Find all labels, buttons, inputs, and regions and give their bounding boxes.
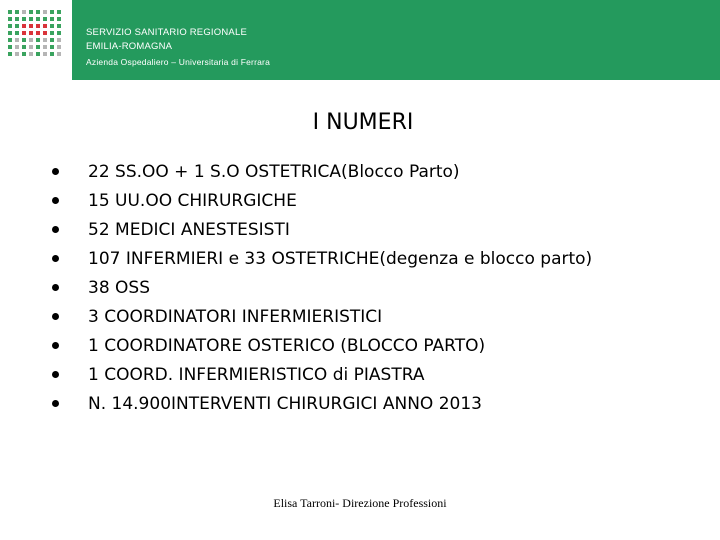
list-item xyxy=(52,160,648,184)
logo-dot xyxy=(22,31,26,35)
logo-dot xyxy=(50,45,54,49)
logo-dot xyxy=(36,24,40,28)
logo-dot xyxy=(36,38,40,42)
logo-dot xyxy=(29,17,33,21)
logo-dot xyxy=(15,17,19,21)
logo-dot xyxy=(15,31,19,35)
list-item-text: N. 14.900INTERVENTI CHIRURGICI ANNO 2013 xyxy=(88,394,482,414)
logo-dot xyxy=(8,10,12,14)
regional-logo xyxy=(0,0,72,80)
list-item-text: 107 INFERMIERI e 33 OSTETRICHE(degenza e blocco parto) xyxy=(88,249,593,269)
logo-dot xyxy=(15,45,19,49)
logo-dot xyxy=(43,38,47,42)
logo-dot xyxy=(8,45,12,49)
list-item-text: 1 COORDINATORE OSTERICO (BLOCCO PARTO) xyxy=(88,336,486,356)
logo-dot xyxy=(50,24,54,28)
logo-dot xyxy=(8,52,12,56)
logo-dot xyxy=(36,17,40,21)
bullet-icon xyxy=(52,371,59,378)
logo-dot xyxy=(29,10,33,14)
logo-dot xyxy=(50,52,54,56)
bullet-icon xyxy=(52,400,59,407)
header-line-hospital: Azienda Ospedaliero – Universitaria di Ferrara xyxy=(86,57,271,67)
logo-dot xyxy=(29,31,33,35)
logo-dot xyxy=(36,31,40,35)
list-item-text: 38 OSS xyxy=(88,278,150,298)
list-item-text: 1 COORD. INFERMIERISTICO di PIASTRA xyxy=(88,365,425,385)
list-item xyxy=(52,334,648,358)
list-item-text: 15 UU.OO CHIRURGICHE xyxy=(88,191,297,211)
logo-dot xyxy=(43,17,47,21)
bullet-list xyxy=(52,160,648,421)
logo-dot xyxy=(57,38,61,42)
list-item xyxy=(52,363,648,387)
logo-dot xyxy=(36,10,40,14)
logo-dot xyxy=(57,17,61,21)
bullet-icon xyxy=(52,342,59,349)
bullet-icon xyxy=(52,255,59,262)
logo-dot xyxy=(57,45,61,49)
logo-dot xyxy=(15,52,19,56)
logo-dot xyxy=(29,45,33,49)
logo-dot xyxy=(15,10,19,14)
list-item xyxy=(52,392,648,416)
list-item-text: 52 MEDICI ANESTESISTI xyxy=(88,220,290,240)
logo-dot xyxy=(50,10,54,14)
logo-dot xyxy=(29,24,33,28)
logo-dot xyxy=(22,24,26,28)
bullet-icon xyxy=(52,197,59,204)
logo-dot xyxy=(50,38,54,42)
bullet-icon xyxy=(52,313,59,320)
logo-dot xyxy=(22,10,26,14)
bullet-icon xyxy=(52,284,59,291)
logo-dot xyxy=(22,38,26,42)
logo-dot xyxy=(50,31,54,35)
logo-dot xyxy=(57,31,61,35)
logo-dot xyxy=(29,38,33,42)
bullet-icon xyxy=(52,168,59,175)
logo-dot xyxy=(22,45,26,49)
logo-dot xyxy=(15,24,19,28)
logo-dot xyxy=(43,24,47,28)
logo-dot xyxy=(57,24,61,28)
list-item xyxy=(52,305,648,329)
logo-dot xyxy=(43,31,47,35)
list-item-text: 22 SS.OO + 1 S.O OSTETRICA(Blocco Parto) xyxy=(88,162,460,182)
logo-dot xyxy=(8,24,12,28)
logo-dot xyxy=(43,10,47,14)
list-item xyxy=(52,247,648,271)
list-item xyxy=(52,218,648,242)
logo-dot xyxy=(15,38,19,42)
logo-dot xyxy=(8,38,12,42)
header-banner xyxy=(72,0,720,80)
logo-dot xyxy=(36,45,40,49)
header-line-service: SERVIZIO SANITARIO REGIONALE xyxy=(86,27,247,38)
list-item xyxy=(52,189,648,213)
logo-dot xyxy=(57,52,61,56)
logo-dot xyxy=(8,17,12,21)
logo-dot xyxy=(36,52,40,56)
bullet-icon xyxy=(52,226,59,233)
footer-author: Elisa Tarroni- Direzione Professioni xyxy=(273,496,447,510)
logo-dot xyxy=(22,17,26,21)
list-item xyxy=(52,276,648,300)
slide-title: I NUMERI xyxy=(312,110,414,135)
header-line-region: EMILIA-ROMAGNA xyxy=(86,41,173,52)
logo-dot xyxy=(43,52,47,56)
logo-dot xyxy=(50,17,54,21)
logo-dot xyxy=(8,31,12,35)
logo-dot xyxy=(57,10,61,14)
logo-dot xyxy=(22,52,26,56)
logo-dot xyxy=(29,52,33,56)
logo-dot xyxy=(43,45,47,49)
list-item-text: 3 COORDINATORI INFERMIERISTICI xyxy=(88,307,383,327)
